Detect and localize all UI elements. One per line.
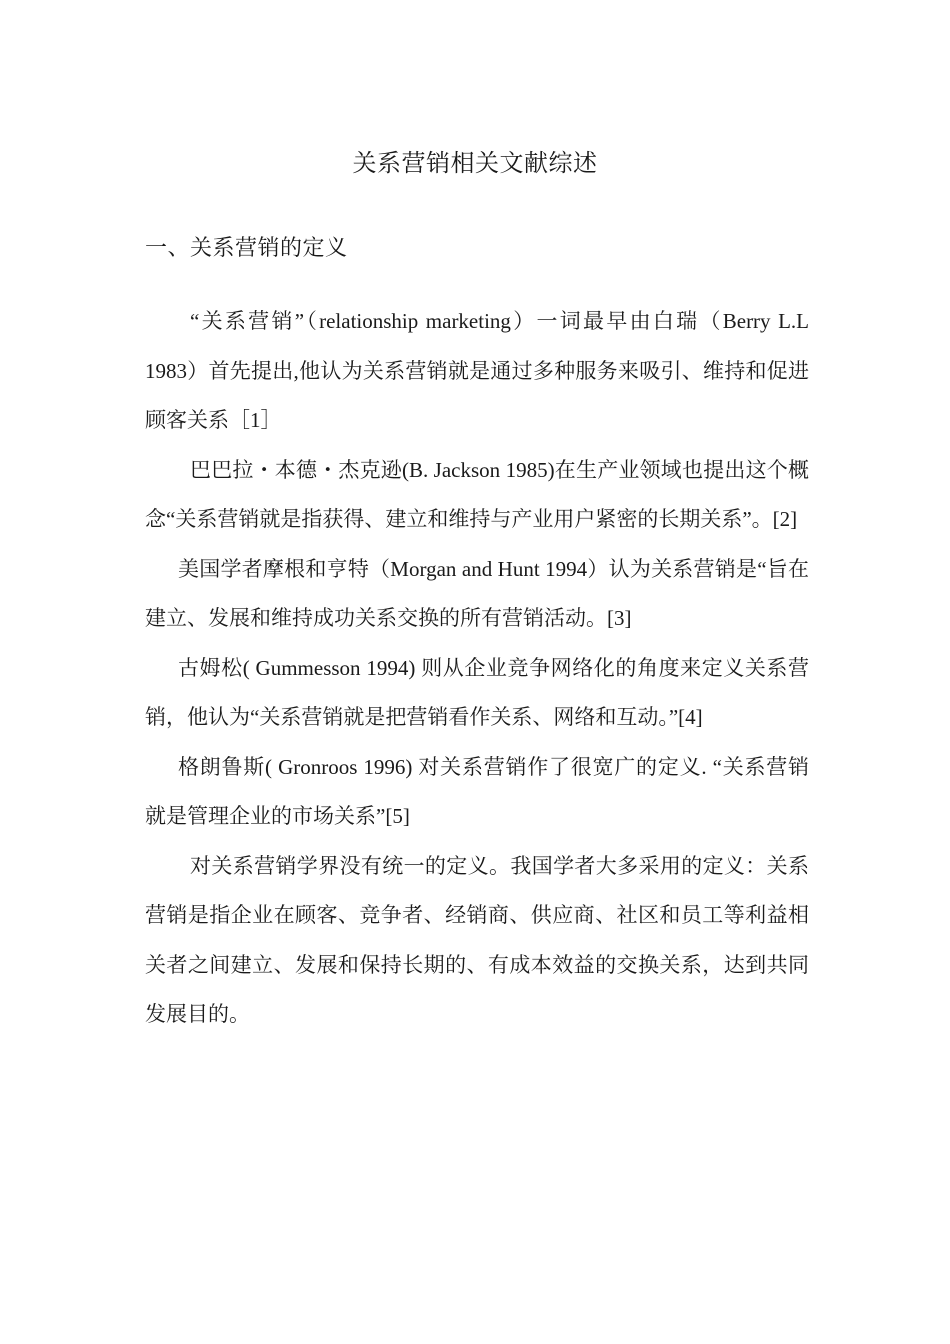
paragraph-morgan-hunt-definition: 美国学者摩根和亨特（Morgan and Hunt 1994）认为关系营销是“旨在建立、发展和维持成功关系交换的所有营销活动。[3] [145,556,809,630]
section-heading: 一、关系营销的定义 [145,235,348,260]
body-text [145,297,809,1040]
paragraph-berry-definition: “关系营销”（relationship marketing）一词最早由白瑞（Berry L.L 1983）首先提出,他认为关系营销就是通过多种服务来吸引、维持和促进顾客关系［1］ [145,309,809,432]
paragraph-gronroos-definition: 格朗鲁斯( Gronroos 1996) 对关系营销作了很宽广的定义. “关系营销就是管理企业的市场关系”[5] [145,754,809,828]
paragraph-gummesson-definition: 古姆松( Gummesson 1994) 则从企业竞争网络化的角度来定义关系营销，他认为“关系营销就是把营销看作关系、网络和互动。”[4] [145,655,809,729]
paragraph-jackson-definition: 巴巴拉・本德・杰克逊(B. Jackson 1985)在生产业领域也提出这个概念“关系营销就是指获得、建立和维持与产业用户紧密的长期关系”。[2] [145,457,809,531]
document-title: 关系营销相关文献综述 [352,151,598,177]
paragraph-summary-definition: 对关系营销学界没有统一的定义。我国学者大多采用的定义：关系营销是指企业在顾客、竞争者、经销商、供应商、社区和员工等利益相关者之间建立、发展和保持长期的、有成本效益的交换关系，达到共同发展目的。 [145,853,809,1026]
